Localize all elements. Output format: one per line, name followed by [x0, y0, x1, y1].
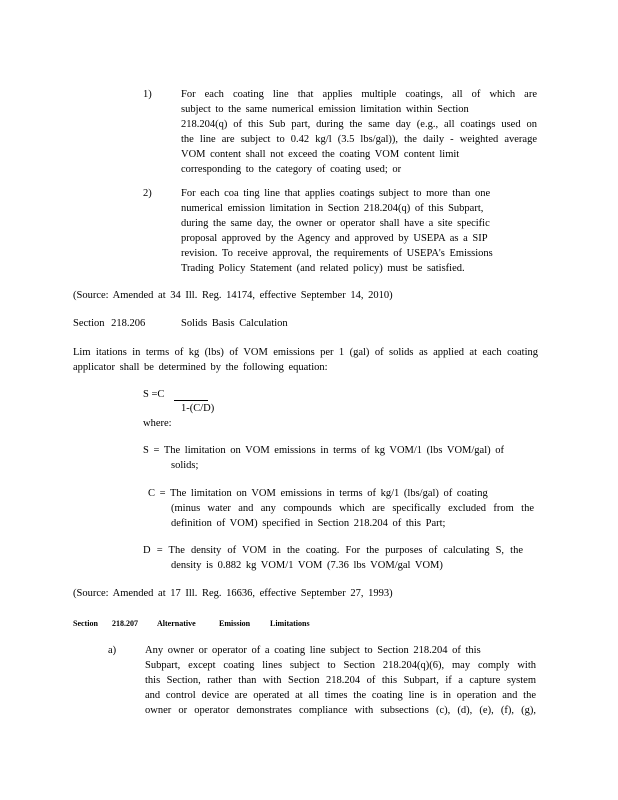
section-number: Section 218.206 [73, 318, 146, 329]
text-line: D = The density of VOM in the coating. For the purposes of calculating S, the [143, 545, 523, 556]
text-line: Lim itations in terms of kg (lbs) of VOM emissions per 1 (gal) of solids as applied at each coating [73, 347, 538, 358]
text-line: proposal approved by the Agency and approved by USEPA as a SIP [181, 233, 488, 244]
definition-s-line2: solids; [171, 460, 199, 471]
text-line: definition of VOM) specified in Section 218.204 of this Part; [171, 518, 446, 529]
definition-d [143, 543, 523, 558]
list-item-a-number: a) [108, 645, 117, 656]
equation-where: where: [143, 418, 172, 429]
equation-lhs: S =C [143, 389, 165, 400]
section-title-word: Emission [219, 619, 251, 628]
text-line: and control device are operated at all times the coating line is in operation and the [145, 690, 536, 701]
list-item-2-text [181, 186, 521, 276]
list-item-a-text [145, 643, 536, 718]
section-number-value: 218.207 [112, 619, 138, 628]
section-number: Section [73, 619, 98, 628]
text-line: C = The limitation on VOM emissions in terms of kg/1 (lbs/gal) of coating [148, 488, 488, 499]
text-line: 218.204(q) of this Sub part, during the same day (e.g., all coatings used on [181, 119, 537, 130]
definition-s-line1: S = The limitation on VOM emissions in terms of kg VOM/1 (lbs VOM/gal) of [143, 445, 504, 456]
list-item-1-text [181, 87, 537, 177]
text-line: revision. To receive approval, the requirements of USEPA's Emissions [181, 248, 493, 259]
text-line: For each coating line that applies multiple coatings, all of which are [181, 89, 537, 100]
text-line: (minus water and any compounds which are specifically excluded from the [171, 503, 534, 514]
source-note: (Source: Amended at 34 Ill. Reg. 14174, effective September 14, 2010) [73, 290, 393, 301]
text-line: Trading Policy Statement (and related policy) must be satisfied. [181, 263, 465, 274]
text-line: during the same day, the owner or operator shall have a site specific [181, 218, 490, 229]
definition-c [148, 486, 534, 501]
text-line: the line are subject to 0.42 kg/l (3.5 lbs/gal)), the daily - weighted average [181, 134, 537, 145]
definition-d-line2: density is 0.882 kg VOM/1 VOM (7.36 lbs VOM/gal VOM) [171, 560, 443, 571]
text-line: this Section, rather than with Section 218.204 of this Subpart, if a capture system [145, 675, 536, 686]
text-line: applicator shall be determined by the following equation: [73, 362, 328, 373]
list-item-2-number: 2) [143, 188, 152, 199]
text-line: For each coa ting line that applies coatings subject to more than one [181, 188, 491, 199]
section-title-word: Alternative [157, 619, 196, 628]
text-line: subject to the same numerical emission limitation within Section [181, 104, 469, 115]
text-line: VOM content shall not exceed the coating VOM content limit [181, 149, 460, 160]
text-line: corresponding to the category of coating used; or [181, 164, 402, 175]
section-title: Solids Basis Calculation [181, 318, 288, 329]
definition-c-continued [171, 501, 534, 531]
text-line: numerical emission limitation in Section 218.204(q) of this Subpart, [181, 203, 484, 214]
text-line: Any owner or operator of a coating line subject to Section 218.204 of this [145, 645, 481, 656]
list-item-1-number: 1) [143, 89, 152, 100]
equation-denominator: 1-(C/D) [181, 403, 215, 414]
text-line: Subpart, except coating lines subject to Section 218.204(q)(6), may comply with [145, 660, 536, 671]
source-note: (Source: Amended at 17 Ill. Reg. 16636, effective September 27, 1993) [73, 588, 393, 599]
intro-paragraph [73, 345, 538, 375]
section-title-word: Limitations [270, 619, 310, 628]
text-line: owner or operator demonstrates compliance with subsections (c), (d), (e), (f), (g), [145, 705, 536, 716]
